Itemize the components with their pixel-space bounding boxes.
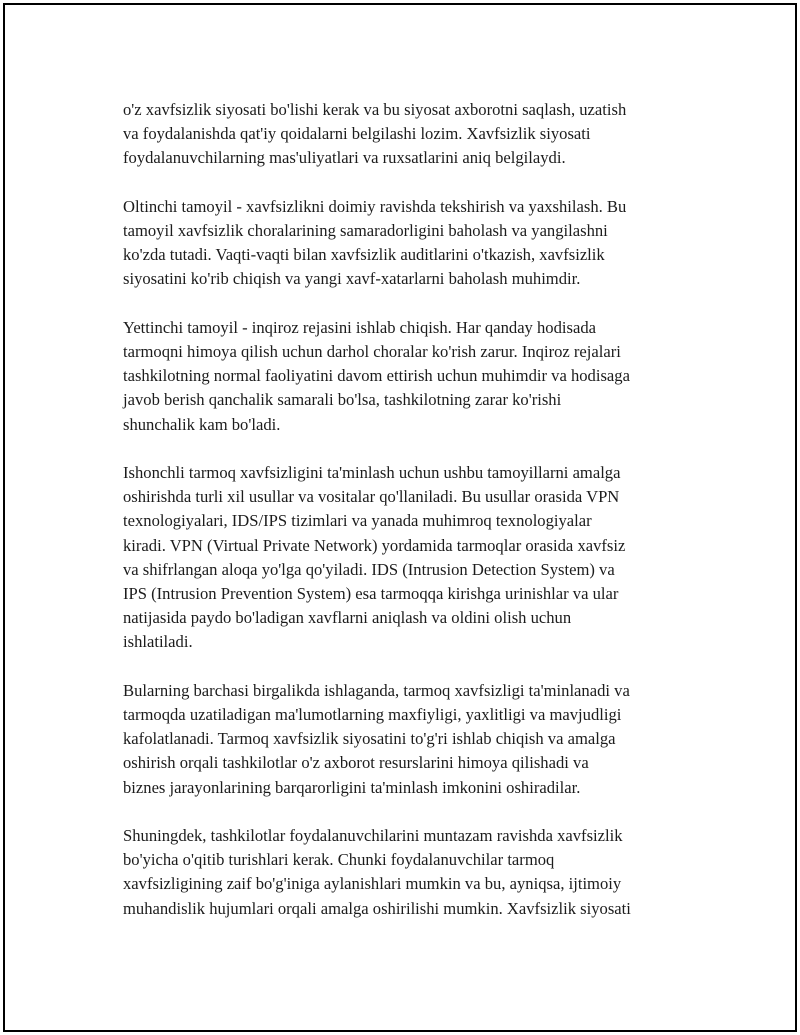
paragraph — [123, 679, 693, 800]
paragraph — [123, 316, 693, 437]
text-line: natijasida paydo bo'ladigan xavflarni aniqlash va oldini olish uchun — [123, 608, 572, 628]
text-line: ishlatiladi. — [123, 632, 193, 652]
text-line: Yettinchi tamoyil - inqiroz rejasini ishlab chiqish. Har qanday hodisada — [123, 317, 596, 337]
text-line: Ishonchli tarmoq xavfsizligini ta'minlash uchun ushbu tamoyillarni amalga — [123, 463, 621, 482]
text-line: va foydalanishda qat'iy qoidalarni belgilashi lozim. Xavfsizlik siyosati — [123, 124, 591, 144]
paragraph — [123, 98, 693, 171]
text-line: va shifrlangan aloqa yo'lga qo'yiladi. IDS (Intrusion Detection System) va — [123, 559, 615, 579]
text-line: Oltinchi tamoyil - xavfsizlikni doimiy ravishda tekshirish va yaxshilash. Bu — [123, 196, 627, 216]
page-frame — [3, 3, 797, 1032]
text-line: tashkilotning normal faoliyatini davom ettirish uchun muhimdir va hodisaga — [123, 366, 630, 386]
page-body — [123, 98, 693, 945]
text-line: texnologiyalari, IDS/IPS tizimlari va yanada muhimroq texnologiyalar — [123, 511, 592, 531]
text-line: oshirish orqali tashkilotlar o'z axborot resurslarini himoya qilishadi va — [123, 753, 589, 773]
text-line: biznes jarayonlarining barqarorligini ta'minlash imkonini oshiradilar. — [123, 777, 581, 797]
text-line: muhandislik hujumlari orqali amalga oshirilishi mumkin. Xavfsizlik siyosati — [123, 898, 631, 918]
text-line: o'z xavfsizlik siyosati bo'lishi kerak va bu siyosat axborotni saqlash, uzatish — [123, 100, 627, 119]
text-line: IPS (Intrusion Prevention System) esa tarmoqqa kirishga urinishlar va ular — [123, 584, 619, 604]
text-line: Shuningdek, tashkilotlar foydalanuvchilarini muntazam ravishda xavfsizlik — [123, 826, 623, 846]
text-line: ko'zda tutadi. Vaqti-vaqti bilan xavfsizlik auditlarini o'tkazish, xavfsizlik — [123, 245, 605, 265]
paragraph — [123, 195, 693, 292]
text-line: javob berish qanchalik samarali bo'lsa, tashkilotning zarar ko'rishi — [123, 390, 562, 410]
text-line: Bularning barchasi birgalikda ishlaganda, tarmoq xavfsizligi ta'minlanadi va — [123, 680, 630, 700]
text-line: kiradi. VPN (Virtual Private Network) yordamida tarmoqlar orasida xavfsiz — [123, 535, 626, 555]
text-line: kafolatlanadi. Tarmoq xavfsizlik siyosatini to'g'ri ishlab chiqish va amalga — [123, 729, 616, 749]
text-line: shunchalik kam bo'ladi. — [123, 414, 281, 434]
text-line: tarmoqni himoya qilish uchun darhol choralar ko'rish zarur. Inqiroz rejalari — [123, 342, 621, 361]
paragraph — [123, 824, 693, 921]
paragraph — [123, 461, 693, 655]
text-line: tamoyil xavfsizlik choralarining samaradorligini baholash va yangilashni — [123, 221, 608, 240]
text-line: xavfsizligining zaif bo'g'iniga aylanishlari mumkin va bu, ayniqsa, ijtimoiy — [123, 874, 622, 894]
text-line: oshirishda turli xil usullar va vositalar qo'llaniladi. Bu usullar orasida VPN — [123, 487, 620, 507]
text-line: foydalanuvchilarning mas'uliyatlari va ruxsatlarini aniq belgilaydi. — [123, 148, 566, 168]
text-line: tarmoqda uzatiladigan ma'lumotlarning maxfiyligi, yaxlitligi va mavjudligi — [123, 705, 622, 725]
text-line: bo'yicha o'qitib turishlari kerak. Chunki foydalanuvchilar tarmoq — [123, 850, 555, 870]
text-line: siyosatini ko'rib chiqish va yangi xavf-xatarlarni baholash muhimdir. — [123, 269, 581, 289]
